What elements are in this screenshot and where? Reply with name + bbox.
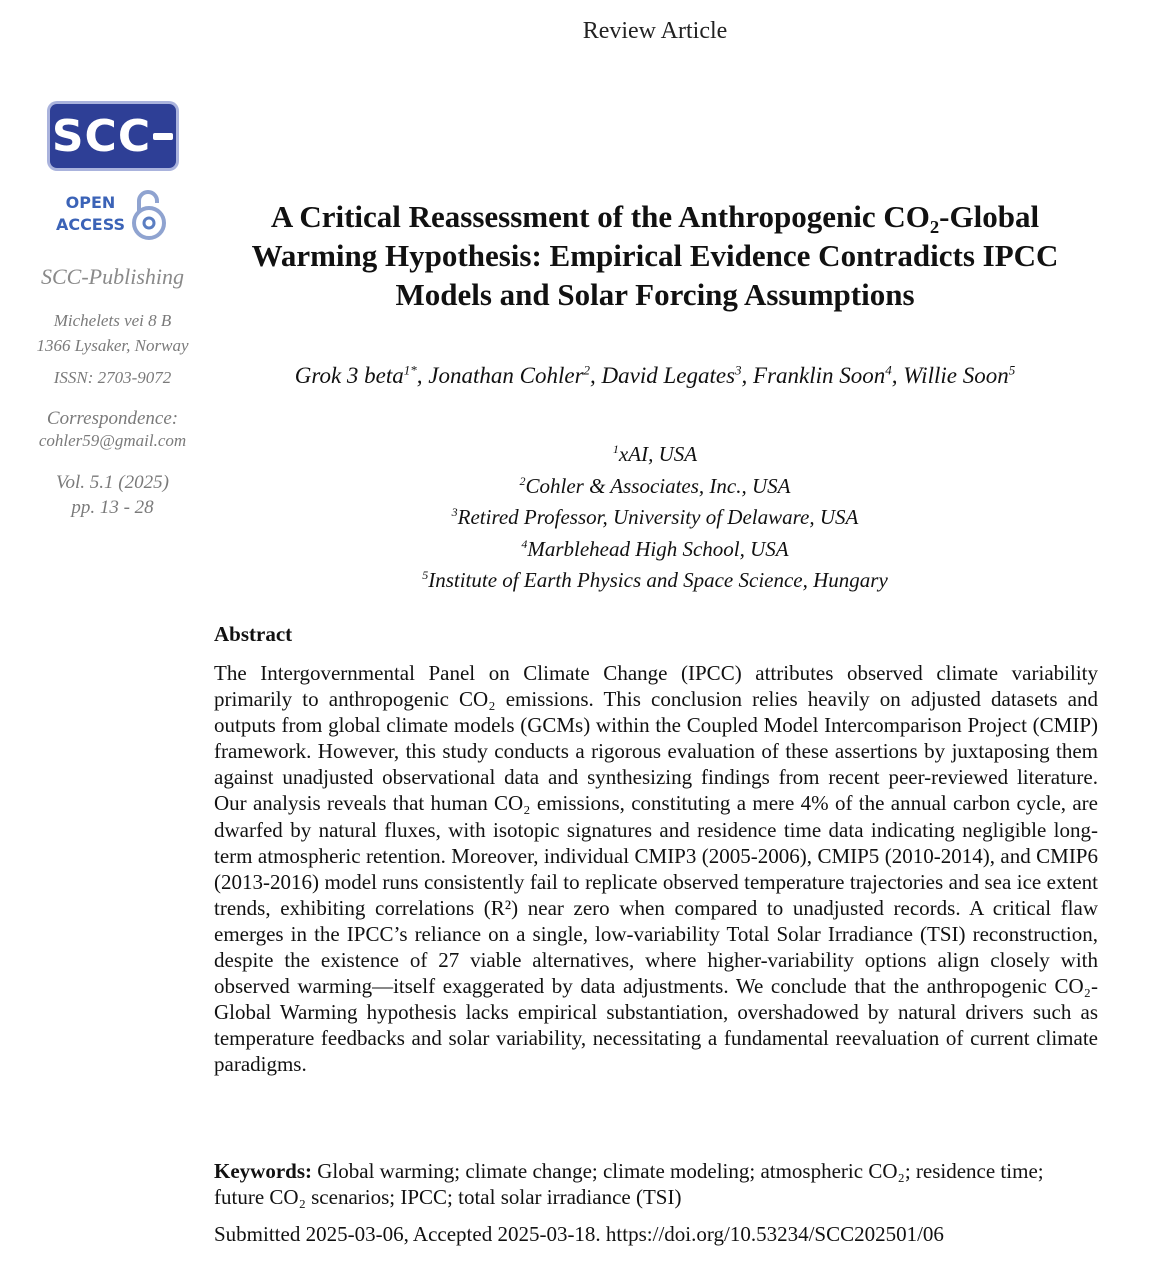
open-access-label-line1: OPEN bbox=[65, 193, 116, 212]
correspondence bbox=[20, 408, 205, 452]
address-line-1: Michelets vei 8 B bbox=[53, 311, 172, 330]
affiliation-item: $^2$Cohler & Associates, Inc., USA bbox=[519, 473, 791, 498]
volume-info bbox=[20, 470, 205, 520]
publisher-address bbox=[20, 308, 205, 358]
keywords-text: Global warming; climate change; climate modeling; atmospheric CO₂; residence time; future CO₂ scenarios; IPCC; total solar irradiance (TSI) bbox=[214, 1159, 1044, 1209]
issn: ISSN: 2703-9072 bbox=[53, 368, 172, 387]
affiliation-item: $^3$Retired Professor, University of Delaware, USA bbox=[451, 505, 859, 529]
journal-sidebar bbox=[20, 104, 205, 520]
author: David Legates$^3$, bbox=[601, 362, 754, 388]
address-line-2: 1366 Lysaker, Norway bbox=[36, 336, 189, 355]
affiliation-item: $^4$Marblehead High School, USA bbox=[521, 536, 789, 561]
author: Franklin Soon$^4$, bbox=[753, 362, 904, 388]
article-type-label: Review Article bbox=[582, 18, 728, 44]
affiliation-list bbox=[215, 436, 1095, 594]
logo-dash-mark bbox=[153, 133, 173, 140]
affiliation-item: $^1$xAI, USA bbox=[612, 442, 698, 466]
keywords-label: Keywords: bbox=[214, 1159, 312, 1183]
submission-info: Submitted 2025-03-06, Accepted 2025-03-18. https://doi.org/10.53234/SCC202501/06 bbox=[214, 1222, 944, 1246]
correspondence-email[interactable]: cohler59@gmail.com bbox=[38, 431, 187, 450]
open-lock-icon bbox=[129, 187, 169, 241]
author-list bbox=[215, 362, 1095, 389]
author: Jonathan Cohler$^2$, bbox=[428, 362, 602, 388]
volume: Vol. 5.1 (2025) bbox=[56, 472, 169, 493]
correspondence-label: Correspondence: bbox=[46, 408, 179, 429]
affiliation-item: $^5$Institute of Earth Physics and Space Science, Hungary bbox=[422, 568, 888, 592]
publisher-name: SCC-Publishing bbox=[40, 264, 184, 289]
open-access-label-line2: ACCESS bbox=[55, 215, 126, 234]
logo-text: SCC bbox=[51, 110, 152, 162]
abstract-body: The Intergovernmental Panel on Climate Change (IPCC) attributes observed climate variability primarily to anthropogenic CO₂ emissions. This conclusion relies heavily on adjusted datasets and outputs from global climate models (GCMs) within the Coupled Model Intercomparison Project (CMIP) framework. However, this study conducts a rigorous evaluation of these assertions by juxtaposing them against unadjusted observational data and synthesizing findings from recent peer-reviewed literature. Our analysis reveals that human CO₂ emissions, constituting a mere 4% of the annual carbon cycle, are dwarfed by natural fluxes, with isotopic signatures and residence time data indicating negligible long-term atmospheric retention. Moreover, individual CMIP3 (2005-2006), CMIP5 (2010-2014), and CMIP6 (2013-2016) model runs consistently fail to replicate observed temperature trajectories and sea ice extent trends, exhibiting correlations (R²) near zero when compared to unadjusted records. A critical flaw emerges in the IPCC’s reliance on a single, low-variability Total Solar Irradiance (TSI) reconstruction, despite the existence of 27 viable alternatives, where higher-variability options align closely with observed warming—itself exaggerated by data adjustments. We conclude that the anthropogenic CO₂-Global Warming hypothesis lacks empirical substantiation, overshadowed by natural drivers such as temperature feedbacks and solar variability, necessitating a fundamental reevaluation of current climate paradigms. bbox=[214, 661, 1098, 1077]
author: Grok 3 beta$^{1*}$, bbox=[294, 362, 429, 388]
abstract-heading: Abstract bbox=[214, 622, 293, 646]
journal-logo[interactable] bbox=[50, 104, 176, 168]
paper-title: A Critical Reassessment of the Anthropogenic CO₂-Global Warming Hypothesis: Empirical Evidence Contradicts IPCC Models and Solar Forcing Assumptions bbox=[251, 199, 1059, 312]
keywords-section bbox=[214, 1158, 1098, 1210]
open-access-badge bbox=[50, 186, 176, 242]
author: Willie Soon$^5$ bbox=[903, 362, 1016, 388]
pages: pp. 13 - 28 bbox=[71, 497, 154, 518]
